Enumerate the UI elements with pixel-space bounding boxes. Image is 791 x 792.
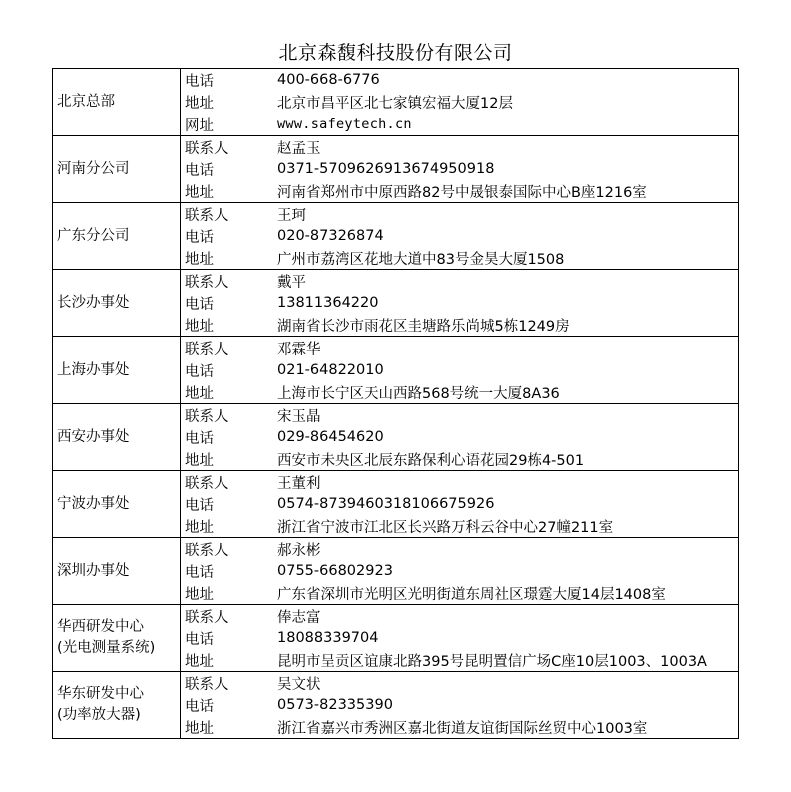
detail-row: [181, 292, 738, 314]
detail-label: 网址: [185, 117, 214, 134]
office-name: 华东研发中心: [57, 686, 144, 702]
detail-label: 电话: [185, 698, 214, 715]
detail-value: 400-668-6776: [277, 72, 380, 88]
detail-row: [181, 247, 738, 269]
detail-value: 18088339704: [277, 630, 379, 646]
detail-label: 电话: [185, 631, 214, 648]
office-row: [53, 203, 739, 270]
detail-label: 电话: [185, 430, 214, 447]
detail-label: 地址: [185, 385, 214, 402]
office-name: (光电测量系统): [57, 640, 156, 656]
detail-value: 0573-82335390: [277, 697, 393, 713]
detail-label: 联系人: [185, 408, 229, 425]
detail-row: [181, 694, 738, 716]
detail-label: 地址: [185, 95, 214, 112]
detail-row: [181, 672, 738, 694]
detail-value: 湖南省长沙市雨花区圭塘路乐尚城5栋1249房: [277, 318, 570, 335]
office-name: 北京总部: [57, 93, 115, 110]
detail-value: 邓霖华: [277, 341, 321, 358]
office-details-cell: [181, 471, 739, 538]
detail-label: 地址: [185, 452, 214, 469]
office-row: [53, 605, 739, 672]
detail-label: 联系人: [185, 676, 229, 693]
office-name: 河南分公司: [57, 160, 130, 177]
detail-value: 广东省深圳市光明区光明街道东周社区璟霆大厦14层1408室: [277, 586, 666, 603]
detail-value: 上海市长宁区天山西路568号统一大厦8A36: [277, 385, 560, 402]
detail-label: 联系人: [185, 609, 229, 626]
detail-label: 地址: [185, 586, 214, 603]
detail-value: 戴平: [277, 274, 306, 291]
detail-value: 河南省郑州市中原西路82号中晟银泰国际中心B座1216室: [277, 184, 647, 201]
detail-label: 电话: [185, 363, 214, 380]
detail-row: [181, 225, 738, 247]
detail-row: [181, 270, 738, 292]
contacts-table-body: [53, 69, 739, 739]
detail-label: 电话: [185, 564, 214, 581]
office-row: [53, 69, 739, 136]
detail-row: [181, 716, 738, 738]
detail-label: 地址: [185, 653, 214, 670]
detail-label: 地址: [185, 519, 214, 536]
detail-row: [181, 359, 738, 381]
detail-label: 联系人: [185, 475, 229, 492]
detail-row: [181, 448, 738, 470]
detail-value: 郝永彬: [277, 542, 321, 559]
detail-label: 地址: [185, 720, 214, 737]
office-details-cell: [181, 538, 739, 605]
office-name-cell: [53, 471, 181, 538]
detail-value: 宋玉晶: [277, 408, 321, 425]
detail-label: 联系人: [185, 341, 229, 358]
office-name-cell: [53, 538, 181, 605]
detail-value: 0371-5709626913674950918: [277, 161, 495, 177]
detail-value: 0574-8739460318106675926: [277, 496, 495, 512]
detail-row: [181, 314, 738, 336]
detail-row: [181, 426, 738, 448]
office-name: 宁波办事处: [57, 495, 130, 512]
detail-row: [181, 627, 738, 649]
detail-row: [181, 203, 738, 225]
office-name: 长沙办事处: [57, 294, 130, 311]
detail-row: [181, 158, 738, 180]
office-name-cell: [53, 404, 181, 471]
detail-row: [181, 515, 738, 537]
office-row: [53, 404, 739, 471]
office-name-cell: [53, 605, 181, 672]
office-name-cell: [53, 672, 181, 739]
office-row: [53, 672, 739, 739]
office-row: [53, 538, 739, 605]
detail-value: 北京市昌平区北七家镇宏福大厦12层: [277, 95, 513, 112]
detail-value: 俸志富: [277, 609, 321, 626]
office-details-cell: [181, 337, 739, 404]
detail-row: [181, 471, 738, 493]
detail-row: [181, 381, 738, 403]
office-name: 西安办事处: [57, 428, 130, 445]
detail-label: 电话: [185, 73, 214, 90]
contacts-table: [52, 68, 739, 739]
detail-value: 0755-66802923: [277, 563, 393, 579]
detail-row: [181, 404, 738, 426]
detail-label: 联系人: [185, 274, 229, 291]
detail-label: 联系人: [185, 207, 229, 224]
page-title: 北京森馥科技股份有限公司: [278, 42, 513, 64]
office-name-cell: [53, 270, 181, 337]
detail-value: 浙江省宁波市江北区长兴路万科云谷中心27幢211室: [277, 519, 614, 536]
detail-row: [181, 493, 738, 515]
office-details-cell: [181, 69, 739, 136]
detail-row: [181, 69, 738, 91]
detail-value: 王董利: [277, 475, 321, 492]
office-details-cell: [181, 136, 739, 203]
office-name: (功率放大器): [57, 707, 141, 723]
detail-value: 吴文状: [277, 676, 321, 693]
detail-value: 浙江省嘉兴市秀洲区嘉北街道友谊街国际丝贸中心1003室: [277, 720, 648, 737]
office-details-cell: [181, 270, 739, 337]
detail-label: 地址: [185, 184, 214, 201]
detail-label: 电话: [185, 162, 214, 179]
detail-row: [181, 113, 738, 135]
office-name-cell: [53, 136, 181, 203]
detail-value: 13811364220: [277, 295, 379, 311]
office-name: 华西研发中心: [57, 619, 144, 635]
detail-value: 广州市荔湾区花地大道中83号金昊大厦1508: [277, 251, 565, 268]
office-name-cell: [53, 69, 181, 136]
detail-row: [181, 538, 738, 560]
detail-row: [181, 337, 738, 359]
office-details-cell: [181, 605, 739, 672]
office-row: [53, 471, 739, 538]
detail-row: [181, 582, 738, 604]
detail-value: 029-86454620: [277, 429, 384, 445]
office-name: 上海办事处: [57, 361, 130, 378]
detail-row: [181, 605, 738, 627]
office-row: [53, 337, 739, 404]
detail-label: 地址: [185, 318, 214, 335]
detail-value: 昆明市呈贡区谊康北路395号昆明置信广场C座10层1003、1003A: [277, 653, 707, 670]
office-details-cell: [181, 203, 739, 270]
office-name-cell: [53, 203, 181, 270]
detail-row: [181, 91, 738, 113]
office-name-cell: [53, 337, 181, 404]
detail-row: [181, 560, 738, 582]
detail-label: 电话: [185, 296, 214, 313]
office-row: [53, 270, 739, 337]
office-name: 广东分公司: [57, 227, 130, 244]
office-name: 深圳办事处: [57, 562, 130, 579]
detail-label: 联系人: [185, 542, 229, 559]
detail-label: 电话: [185, 497, 214, 514]
detail-label: 电话: [185, 229, 214, 246]
office-details-cell: [181, 672, 739, 739]
detail-value: 赵孟玉: [277, 140, 321, 157]
detail-value: 020-87326874: [277, 228, 384, 244]
detail-label: 地址: [185, 251, 214, 268]
office-row: [53, 136, 739, 203]
detail-row: [181, 180, 738, 202]
detail-value: 王珂: [277, 207, 306, 224]
detail-row: [181, 136, 738, 158]
detail-value: 021-64822010: [277, 362, 384, 378]
detail-value: 西安市未央区北辰东路保利心语花园29栋4-501: [277, 452, 585, 469]
office-details-cell: [181, 404, 739, 471]
detail-row: [181, 649, 738, 671]
detail-label: 联系人: [185, 140, 229, 157]
website-link[interactable]: www.safeytech.cn: [277, 116, 412, 132]
